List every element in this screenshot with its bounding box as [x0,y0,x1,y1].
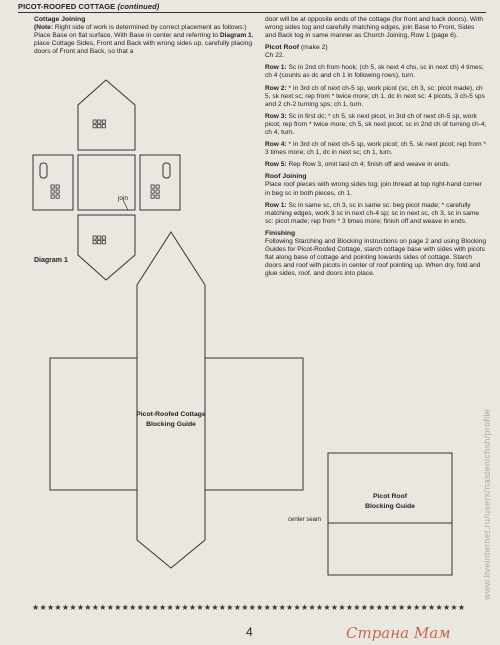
cottage-guide-subtitle: Blocking Guide [146,421,196,428]
cottage-joining-title: Cottage Joining [34,16,86,23]
continuation-text: door will be at opposite ends of the cottage (for front and back doors). With wrong sides tog and carefully matching edges, join Base to Front, Sides and Back tog in same manner as Church Joining, Row 1 (page 6). [265,16,484,40]
finishing-text: Following Starching and Blocking Instructions on page 2 and using Blocking Guides for Picot-Roofed Cottage, starch cottage base with sides with picots flat along base of cottage and pointing towards sides of cottage. Starch doors and roof with picots in center of roof pointing up. When dry, fold and glue sides, roof, and doors into place. [265,237,487,278]
diagram-caption: Diagram 1 [34,257,68,264]
header-continued: (continued) [117,2,160,11]
roof-blocking-guide [328,453,452,575]
para1-diagram: Diagram 1 [219,32,252,40]
note-label: (Note: [34,24,54,31]
diagram-right-side [140,155,180,210]
diagram-front-piece [78,215,135,280]
center-seam-label: center seam [288,517,322,523]
watermark-url: www.liveinternet.ru/users/nastenichsh/profile [482,408,492,600]
row-text: * In 3rd ch of next ch-5 sp, work picot; ch 5, sk next picot; rep from * 3 times more; ch 1, dc in next sc; ch 1, turn. [265,141,486,157]
row-label: Row 1: [265,201,287,209]
row-text: * In 3rd ch of next ch-5 sp, work picot (sc, ch 3, sc: picot made), ch 5, sk next sc; rep from * twice more; ch 1, dc in next sc: 4 picots, 3 ch-5 sps and 2 ch-2 turning sps; ch 1, turn. [265,84,485,108]
row-label: Row 3: [265,112,287,120]
diagram-back-piece [78,80,135,150]
roof-joining-text: Place roof pieces with wrong sides tog; join thread at top right-hand corner in beg sc in both pieces, ch 1. [265,181,482,197]
diagram-1 [33,80,180,280]
note-text: Right side of work is determined by correct placement as follows:) [53,24,247,31]
cottage-blocking-guide [50,232,303,568]
finishing-title: Finishing [265,229,296,237]
header-title: PICOT-ROOFED COTTAGE [18,2,116,11]
row-text: Sc in same sc, ch 3, sc in same sc: beg picot made; * carefully matching edges, work 3 sc in next ch-4 sp; sc in next sc, ch 3, sc in same sc: picot made; rep from * 3 times more; finish off and weave in ends. [265,201,480,225]
row-label: Row 1: [265,64,287,72]
row-text: Rep Row 3, omit last ch 4; finish off and weave in ends. [286,161,451,169]
picot-roof-make: (make 2) [298,44,328,52]
watermark-logo: Страна Мам [346,624,451,642]
row-label: Row 5: [265,161,287,169]
cottage-guide-title: Picot-Roofed Cottage [136,411,206,418]
picot-roof-title-text: Picot Roof [265,44,299,52]
roof-guide-title: Picot Roof [373,493,407,500]
diagram-left-side [33,155,73,210]
para1-b: , place Cottage Sides, Front and Back with wrong sides up, carefully placing doors of Front and Back, so that a [34,32,254,56]
page-number: 4 [246,625,253,639]
roof-guide-subtitle: Blocking Guide [365,503,415,510]
row-text: Sc in first dc; * ch 5, sk next picot, in 3rd ch of next ch-5 sp, work picot; rep from * twice more; ch 5, sk next picot; sc in 2nd ch of turning ch-4; ch 4, turn. [265,112,487,137]
row-label: Row 2: [265,84,287,92]
row-label: Row 4: [265,141,287,149]
join-label: join [118,195,128,202]
ch22-text: Ch 22. [265,52,285,60]
star-border: ★★★★★★★★★★★★★★★★★★★★★★★★★★★★★★★★★★★★★★★★★★★★★★★★★★★★★★★★★★ [32,603,466,612]
para1-a: Place Base on flat surface. With Base in center and referring to [34,32,220,40]
row-text: Sc in 2nd ch from hook; (ch 5, sk next 4 chs, sc in next ch) 4 times; ch 4 (counts as dc and ch 1 in following rows), turn. [265,64,484,80]
roof-joining-title: Roof Joining [265,173,307,181]
